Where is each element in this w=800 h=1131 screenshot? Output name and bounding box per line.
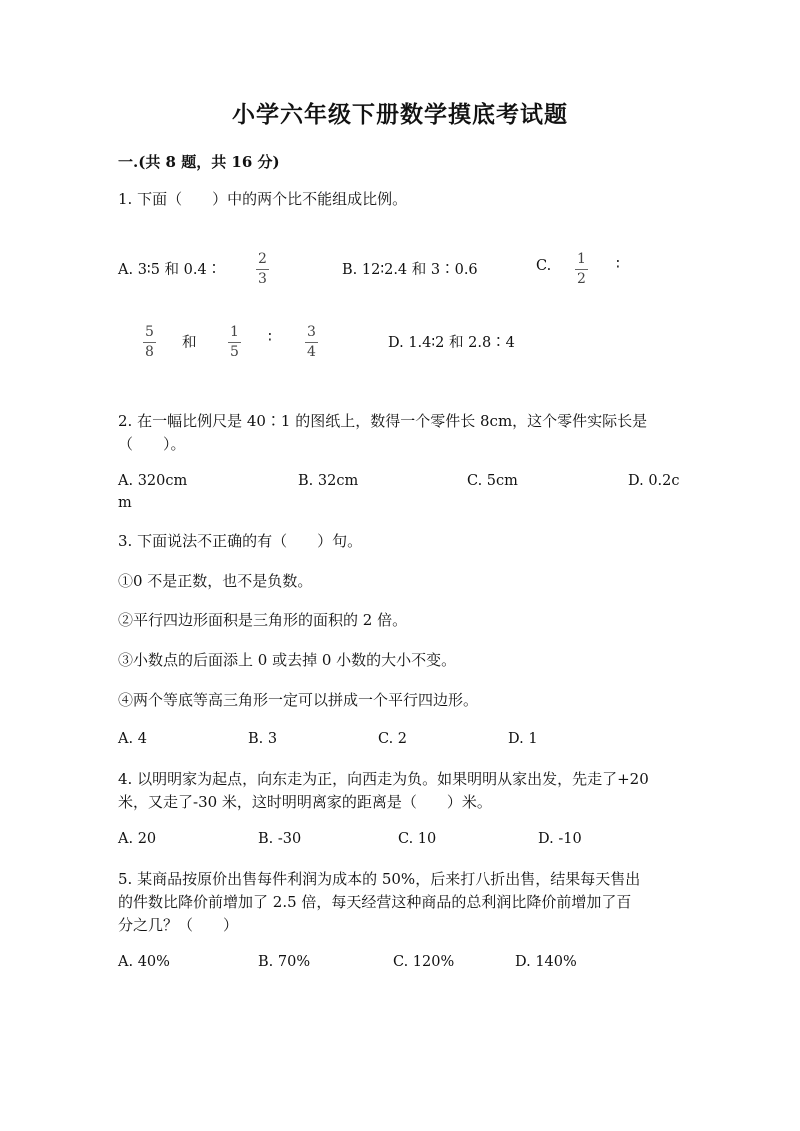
question-4-option-a: A. 20 <box>118 831 157 847</box>
question-3-option-b: B. 3 <box>248 731 278 747</box>
question-4-option-c: C. 10 <box>398 831 437 847</box>
fraction-denominator: 3 <box>258 271 267 287</box>
question-5-option-a: A. 40% <box>118 954 170 970</box>
question-3-statement-2: ②平行四边形面积是三角形的面积的 2 倍。 <box>118 611 408 629</box>
and-word: 和 <box>182 335 197 351</box>
question-1-option-b: B. 12∶2.4 和 3∶0.6 <box>342 262 478 278</box>
fraction-1-5 <box>228 324 241 361</box>
question-3-statement-1: ①0 不是正数，也不是负数。 <box>118 572 313 590</box>
question-5-stem-line3: 分之几？（ ） <box>118 916 239 934</box>
question-3-option-a: A. 4 <box>118 731 147 747</box>
question-1-option-d: D. 1.4∶2 和 2.8∶4 <box>388 335 515 351</box>
fraction-bar <box>228 342 241 343</box>
question-4-option-d: D. -10 <box>538 831 582 847</box>
question-5-stem-line2: 的件数比降价前增加了 2.5 倍，每天经营这种商品的总利润比降价前增加了百 <box>118 893 632 911</box>
question-2-stem-line1: 2. 在一幅比例尺是 40∶1 的图纸上，数得一个零件长 8cm，这个零件实际长是 <box>118 412 648 430</box>
fraction-bar <box>305 342 318 343</box>
question-2-option-d-line2: m <box>118 495 132 511</box>
fraction-bar <box>575 269 588 270</box>
fraction-2-3 <box>256 251 269 288</box>
fraction-numerator: 1 <box>577 251 586 267</box>
question-4-option-b: B. -30 <box>258 831 302 847</box>
fraction-bar <box>256 269 269 270</box>
ratio-colon: ∶ <box>268 330 272 346</box>
fraction-numerator: 3 <box>307 324 316 340</box>
fraction-denominator: 2 <box>577 271 586 287</box>
question-5-option-b: B. 70% <box>258 954 311 970</box>
fraction-denominator: 5 <box>230 344 239 360</box>
section-heading: 一.(共 8 题，共 16 分) <box>118 153 280 171</box>
fraction-bar <box>143 342 156 343</box>
question-3-statement-4: ④两个等底等高三角形一定可以拼成一个平行四边形。 <box>118 691 479 709</box>
question-2-option-c: C. 5cm <box>467 473 518 489</box>
question-2-stem-line2: （ ）。 <box>118 435 186 453</box>
question-5-option-c: C. 120% <box>393 954 455 970</box>
fraction-denominator: 4 <box>307 344 316 360</box>
ratio-colon: ∶ <box>616 257 620 273</box>
fraction-denominator: 8 <box>145 344 154 360</box>
question-3-option-d: D. 1 <box>508 731 538 747</box>
question-3-statement-3: ③小数点的后面添上 0 或去掉 0 小数的大小不变。 <box>118 651 457 669</box>
question-3-stem: 3. 下面说法不正确的有（ ）句。 <box>118 532 363 550</box>
question-2-option-d-line1: D. 0.2c <box>628 473 680 489</box>
question-4-stem-line1: 4. 以明明家为起点，向东走为正，向西走为负。如果明明从家出发，先走了+20 <box>118 770 649 788</box>
page-title: 小学六年级下册数学摸底考试题 <box>232 101 568 128</box>
question-1-stem: 1. 下面（ ）中的两个比不能组成比例。 <box>118 190 408 208</box>
fraction-numerator: 2 <box>258 251 267 267</box>
question-3-option-c: C. 2 <box>378 731 408 747</box>
question-5-option-d: D. 140% <box>515 954 577 970</box>
fraction-5-8 <box>143 324 156 361</box>
question-5-stem-line1: 5. 某商品按原价出售每件利润为成本的 50%，后来打八折出售，结果每天售出 <box>118 870 641 888</box>
question-2-option-b: B. 32cm <box>298 473 359 489</box>
question-2-option-a: A. 320cm <box>118 473 188 489</box>
fraction-numerator: 1 <box>230 324 239 340</box>
question-1-option-c: C. <box>536 258 552 274</box>
fraction-numerator: 5 <box>145 324 154 340</box>
fraction-1-2 <box>575 251 588 288</box>
fraction-3-4 <box>305 324 318 361</box>
question-4-stem-line2: 米，又走了-30 米，这时明明离家的距离是（ ）米。 <box>118 793 492 811</box>
question-1-option-a: A. 3∶5 和 0.4∶ <box>118 262 222 278</box>
